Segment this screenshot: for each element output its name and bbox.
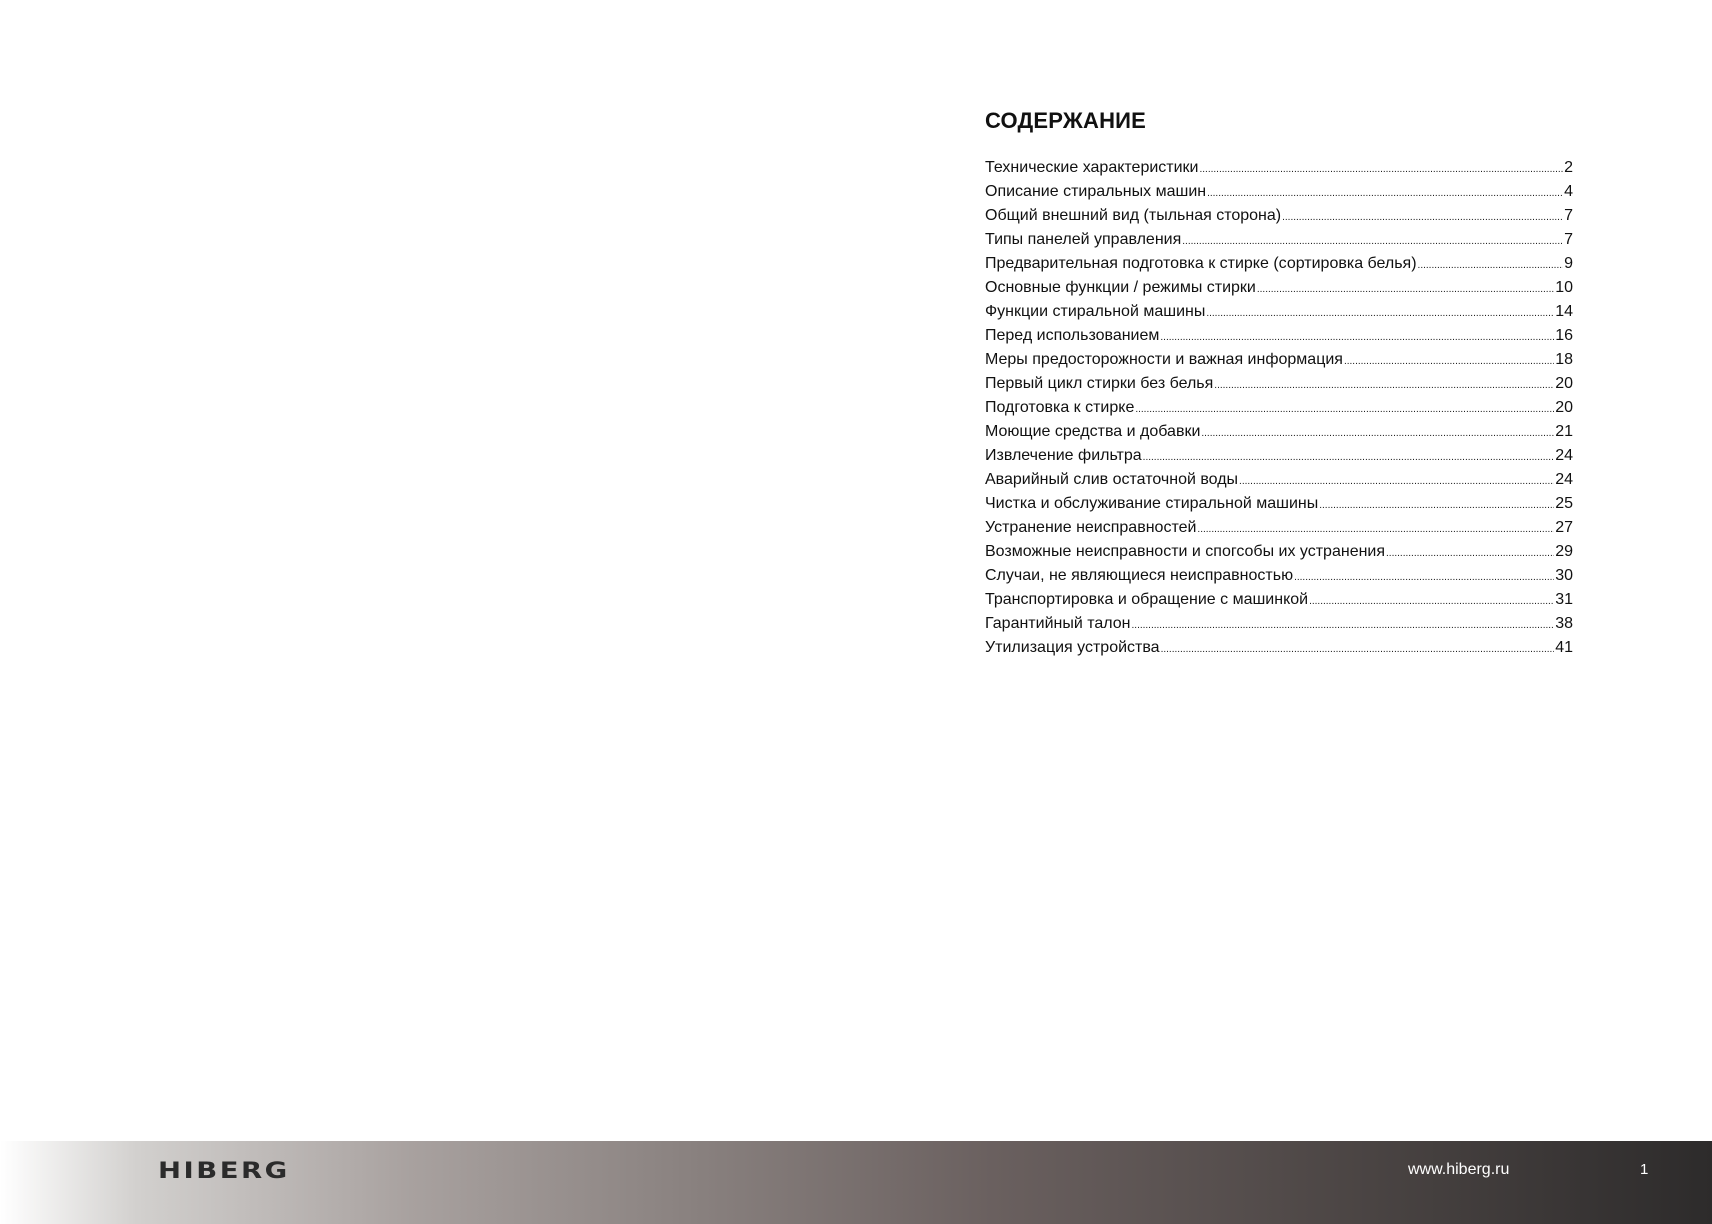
toc-entry-page: 38 <box>1555 615 1573 632</box>
toc-entry-label: Гарантийный талон <box>985 615 1131 632</box>
toc-entry-page: 9 <box>1564 255 1573 272</box>
toc-entry-page: 24 <box>1555 471 1573 488</box>
toc-entry-label: Подготовка к стирке <box>985 399 1135 416</box>
toc-leader-dots <box>1135 396 1554 422</box>
hiberg-logo: HIBERG <box>158 1159 290 1184</box>
toc-entry-label: Меры предосторожности и важная информация <box>985 351 1343 368</box>
toc-entry-label: Возможные неисправности и спогсобы их устранения <box>985 543 1386 560</box>
toc-entry-page: 41 <box>1555 639 1573 656</box>
toc-entry-page: 16 <box>1555 327 1573 344</box>
toc-entry <box>985 396 1573 420</box>
toc-entry <box>985 300 1573 324</box>
toc-entry-page: 18 <box>1555 351 1573 368</box>
toc-leader-dots <box>1418 252 1564 278</box>
table-of-contents <box>985 108 1573 660</box>
toc-entry-page: 14 <box>1555 303 1573 320</box>
toc-entry-label: Функции стиральной машины <box>985 303 1206 320</box>
toc-entry <box>985 276 1573 300</box>
toc-leader-dots <box>1143 444 1555 470</box>
toc-entry-label: Утилизация устройства <box>985 639 1160 656</box>
toc-leader-dots <box>1294 564 1554 590</box>
toc-entry-page: 31 <box>1555 591 1573 608</box>
toc-leader-dots <box>1201 420 1554 446</box>
toc-entry-page: 24 <box>1555 447 1573 464</box>
toc-list <box>985 156 1573 660</box>
toc-entry <box>985 468 1573 492</box>
toc-entry <box>985 564 1573 588</box>
toc-leader-dots <box>1206 300 1554 326</box>
toc-entry-label: Чистка и обслуживание стиральной машины <box>985 495 1319 512</box>
toc-entry-label: Перед использованием <box>985 327 1160 344</box>
toc-entry <box>985 324 1573 348</box>
toc-entry-page: 27 <box>1555 519 1573 536</box>
toc-entry <box>985 156 1573 180</box>
toc-entry <box>985 348 1573 372</box>
toc-entry-page: 20 <box>1555 399 1573 416</box>
toc-entry-page: 25 <box>1555 495 1573 512</box>
toc-leader-dots <box>1319 492 1554 518</box>
toc-entry-page: 30 <box>1555 567 1573 584</box>
toc-entry-label: Основные функции / режимы стирки <box>985 279 1256 296</box>
toc-entry <box>985 252 1573 276</box>
toc-leader-dots <box>1239 468 1554 494</box>
toc-leader-dots <box>1200 156 1564 182</box>
toc-leader-dots <box>1197 516 1554 542</box>
toc-entry-page: 20 <box>1555 375 1573 392</box>
toc-leader-dots <box>1182 228 1563 254</box>
footer-bar <box>0 1141 1712 1224</box>
toc-entry-label: Первый цикл стирки без белья <box>985 375 1214 392</box>
toc-entry-label: Технические характеристики <box>985 159 1199 176</box>
toc-entry <box>985 540 1573 564</box>
toc-leader-dots <box>1309 588 1554 614</box>
toc-entry-label: Извлечение фильтра <box>985 447 1142 464</box>
page-number: 1 <box>1640 1161 1649 1178</box>
toc-entry-page: 2 <box>1564 159 1573 176</box>
toc-entry <box>985 588 1573 612</box>
toc-entry-label: Аварийный слив остаточной воды <box>985 471 1239 488</box>
toc-title: СОДЕРЖАНИЕ <box>985 108 1147 133</box>
toc-entry <box>985 612 1573 636</box>
toc-entry-label: Типы панелей управления <box>985 231 1182 248</box>
toc-leader-dots <box>1207 180 1563 206</box>
toc-entry-label: Устранение неисправностей <box>985 519 1197 536</box>
toc-entry-page: 21 <box>1555 423 1573 440</box>
toc-entry <box>985 444 1573 468</box>
toc-leader-dots <box>1132 612 1555 638</box>
toc-entry <box>985 204 1573 228</box>
toc-entry-label: Моющие средства и добавки <box>985 423 1201 440</box>
toc-entry-page: 4 <box>1564 183 1573 200</box>
toc-entry-page: 7 <box>1564 231 1573 248</box>
toc-entry <box>985 372 1573 396</box>
website-link[interactable]: www.hiberg.ru <box>1408 1161 1510 1178</box>
toc-entry-label: Общий внешний вид (тыльная сторона) <box>985 207 1282 224</box>
toc-entry <box>985 228 1573 252</box>
toc-entry-page: 7 <box>1564 207 1573 224</box>
toc-entry <box>985 516 1573 540</box>
toc-leader-dots <box>1161 636 1555 662</box>
toc-leader-dots <box>1344 348 1554 374</box>
toc-entry-label: Случаи, не являющиеся неисправностью <box>985 567 1294 584</box>
toc-entry-page: 10 <box>1555 279 1573 296</box>
toc-entry-label: Предварительная подготовка к стирке (сортировка белья) <box>985 255 1417 272</box>
toc-leader-dots <box>1386 540 1554 566</box>
toc-entry <box>985 420 1573 444</box>
toc-entry-page: 29 <box>1555 543 1573 560</box>
toc-entry-label: Транспортировка и обращение с машинкой <box>985 591 1309 608</box>
toc-entry <box>985 492 1573 516</box>
toc-leader-dots <box>1282 204 1563 230</box>
toc-leader-dots <box>1257 276 1554 302</box>
toc-entry-label: Описание стиральных машин <box>985 183 1207 200</box>
toc-leader-dots <box>1160 324 1554 350</box>
toc-entry <box>985 180 1573 204</box>
toc-entry <box>985 636 1573 660</box>
toc-leader-dots <box>1214 372 1554 398</box>
